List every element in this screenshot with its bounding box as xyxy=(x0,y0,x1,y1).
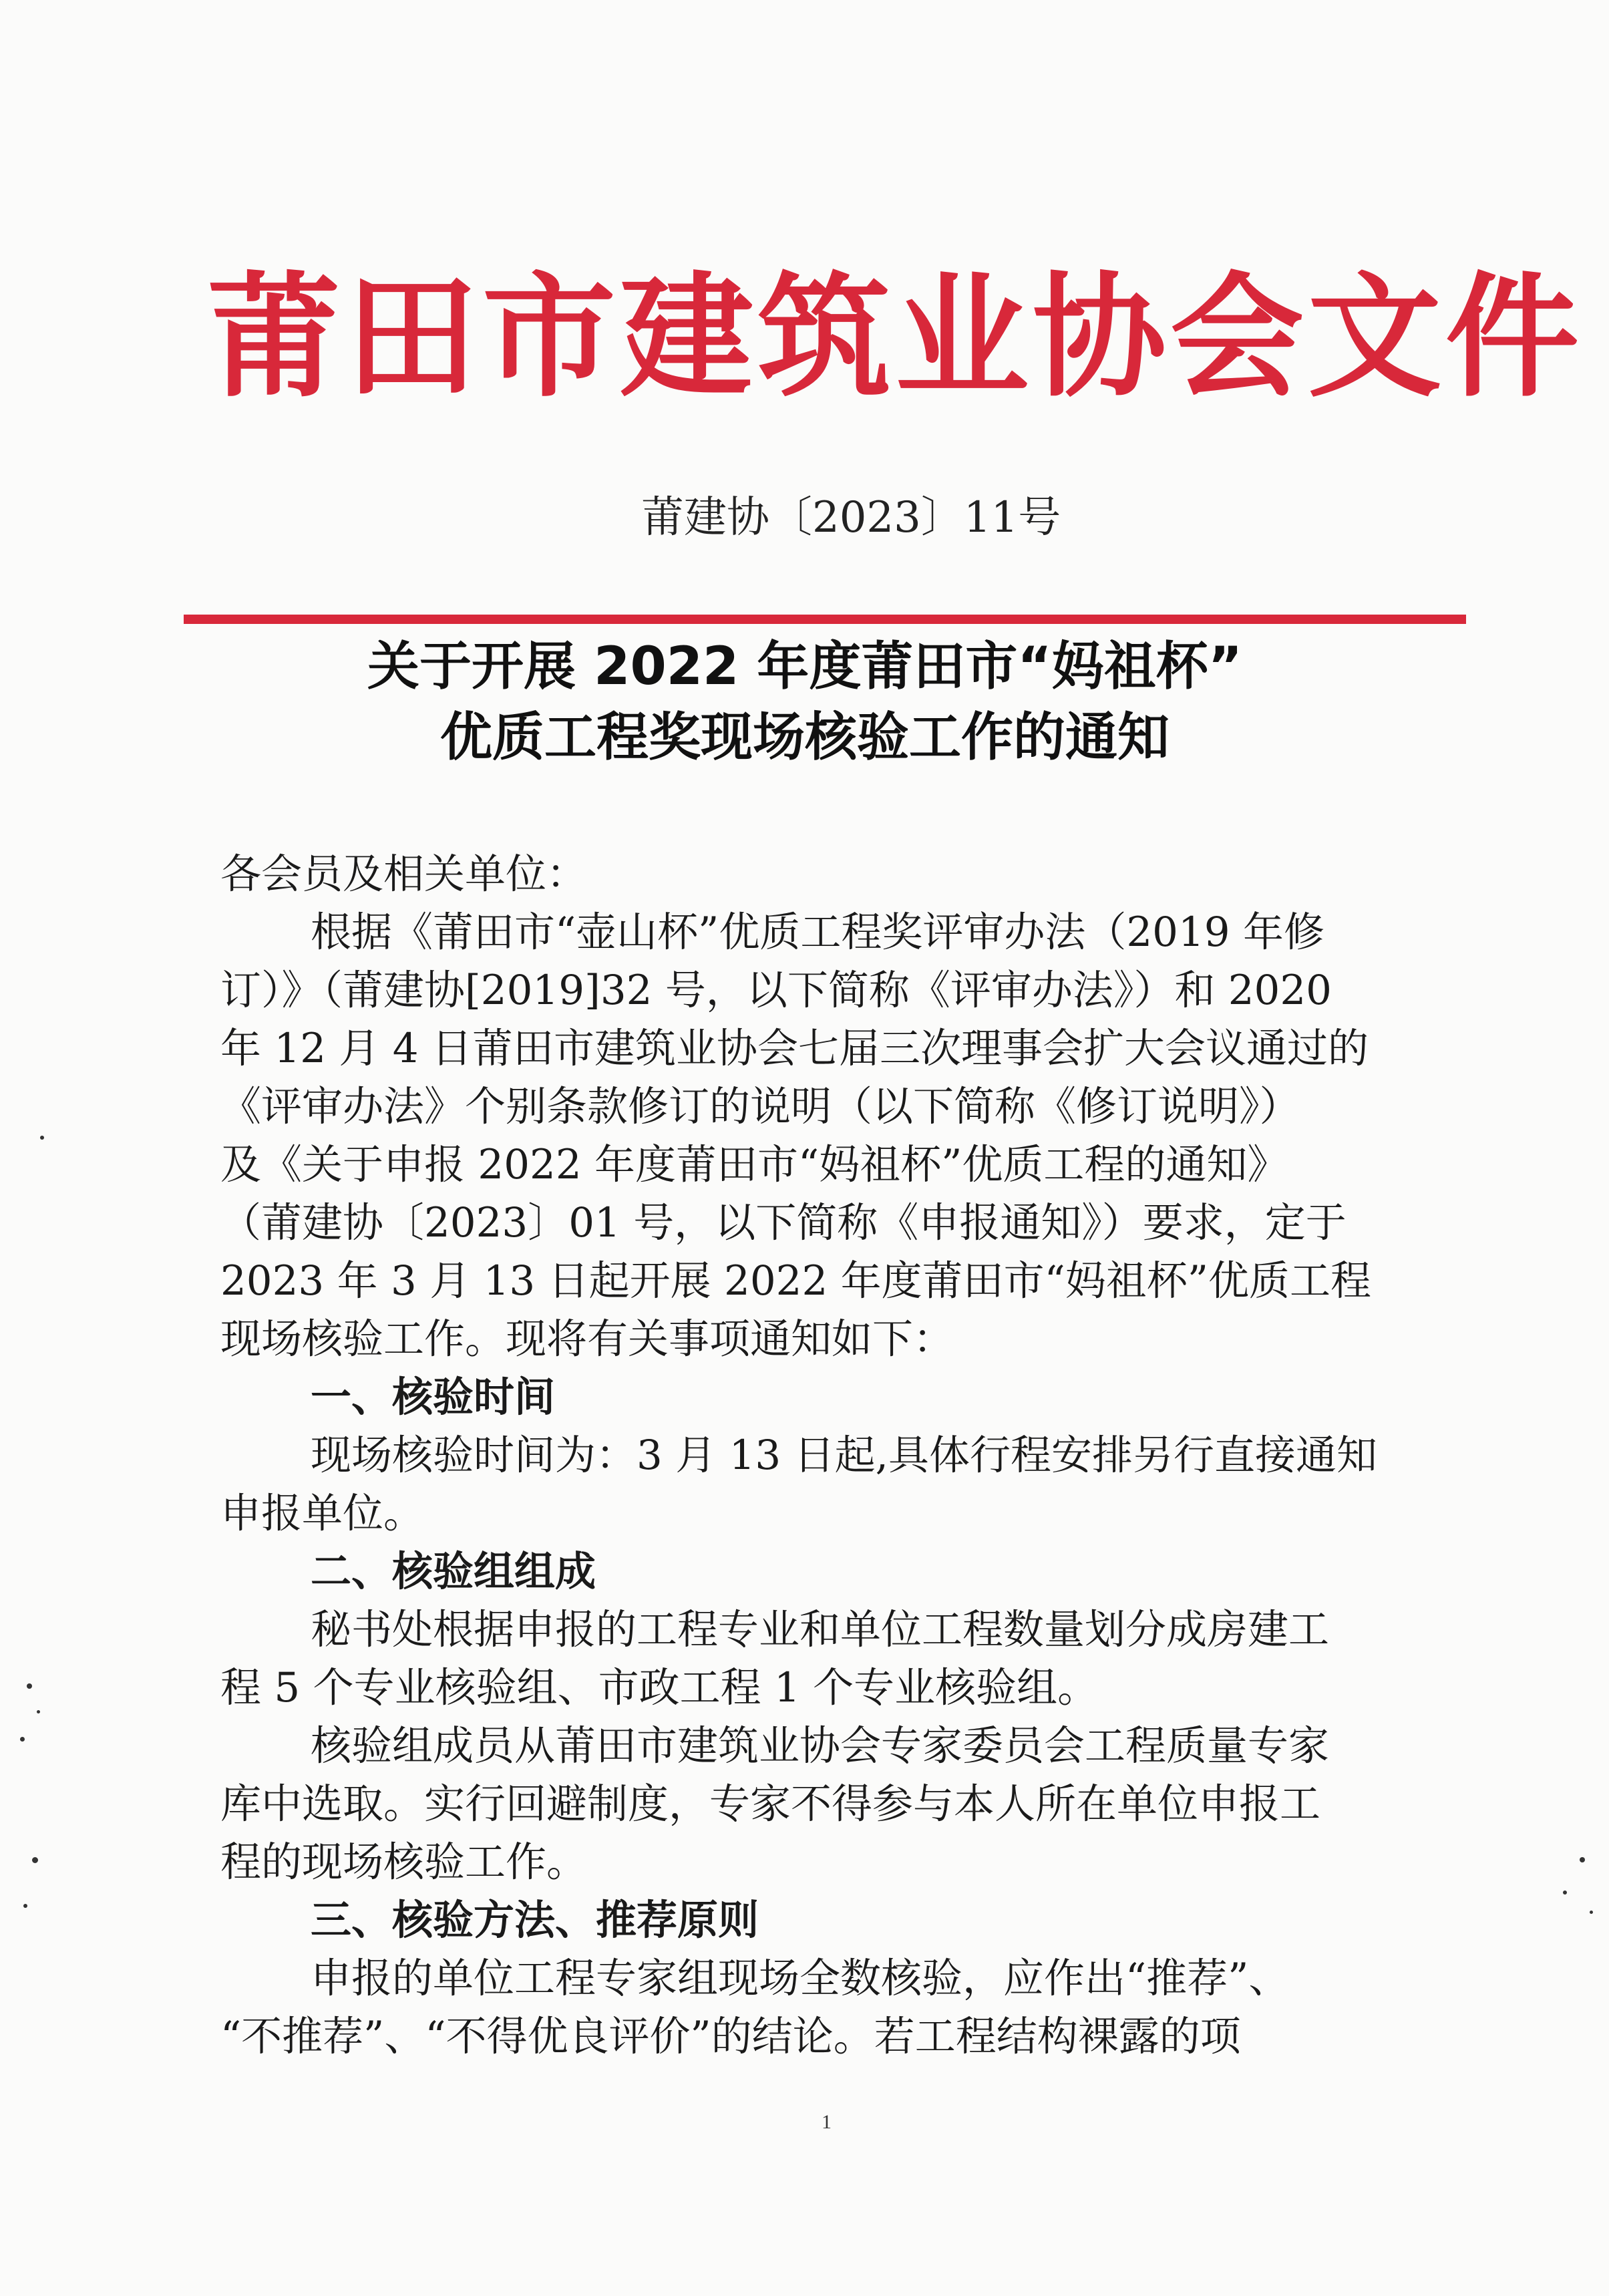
scan-speck xyxy=(1563,1891,1567,1895)
org-header-title: 莆田市建筑业协会文件 xyxy=(207,259,1584,416)
document-number: 莆建协〔2023〕11号 xyxy=(641,493,1061,542)
scan-speck xyxy=(32,1857,38,1863)
scan-speck xyxy=(20,1737,25,1742)
body-line: 申报的单位工程专家组现场全数核验，应作出“推荐”、 xyxy=(311,1955,1290,2002)
scan-speck xyxy=(1590,1911,1593,1914)
scan-speck xyxy=(40,1136,44,1140)
body-line: 核验组成员从莆田市建筑业协会专家委员会工程质量专家 xyxy=(311,1722,1330,1770)
body-line: 《评审办法》个别条款修订的说明（以下简称《修订说明》） xyxy=(220,1083,1300,1130)
body-line: 现场核验时间为：3 月 13 日起,具体行程安排另行直接通知 xyxy=(311,1432,1377,1479)
body-line: 2023 年 3 月 13 日起开展 2022 年度莆田市“妈祖杯”优质工程 xyxy=(220,1257,1372,1305)
red-divider-line xyxy=(184,615,1466,624)
body-line: 程的现场核验工作。 xyxy=(220,1838,588,1886)
notice-title xyxy=(200,631,1409,773)
scan-speck xyxy=(27,1683,32,1689)
body-line: 根据《莆田市“壶山杯”优质工程奖评审办法（2019 年修 xyxy=(311,909,1325,956)
body-line: 程 5 个专业核验组、市政工程 1 个专业核验组。 xyxy=(220,1664,1099,1711)
section-heading: 二、核验组组成 xyxy=(311,1548,596,1595)
section-heading: 一、核验时间 xyxy=(311,1373,556,1421)
body-line: 秘书处根据申报的工程专业和单位工程数量划分成房建工 xyxy=(311,1606,1330,1653)
body-line: 现场核验工作。现将有关事项通知如下： xyxy=(220,1315,954,1363)
body-line: 库中选取。实行回避制度，专家不得参与本人所在单位申报工 xyxy=(220,1780,1321,1828)
body-line: 及《关于申报 2022 年度莆田市“妈祖杯”优质工程的通知》 xyxy=(220,1141,1288,1188)
scan-speck xyxy=(1580,1857,1585,1862)
body-line: 订）》（莆建协[2019]32 号，以下简称《评审办法》）和 2020 xyxy=(220,967,1332,1014)
page-number: 1 xyxy=(822,2111,832,2133)
scan-speck xyxy=(23,1904,27,1908)
body-line: 申报单位。 xyxy=(220,1490,425,1537)
body-line: （莆建协〔2023〕01 号，以下简称《申报通知》）要求，定于 xyxy=(220,1199,1347,1247)
scan-speck xyxy=(37,1710,40,1713)
body-line: “不推荐”、“不得优良评价”的结论。若工程结构裸露的项 xyxy=(220,2013,1241,2060)
body-line: 各会员及相关单位： xyxy=(220,850,588,898)
notice-title-line-2: 优质工程奖现场核验工作的通知 xyxy=(439,707,1170,768)
body-line: 年 12 月 4 日莆田市建筑业协会七届三次理事会扩大会议通过的 xyxy=(220,1025,1369,1072)
notice-title-line-1: 关于开展 2022 年度莆田市“妈祖杯” xyxy=(367,637,1242,697)
notice-body xyxy=(220,845,1463,2066)
section-heading: 三、核验方法、推荐原则 xyxy=(311,1897,759,1944)
